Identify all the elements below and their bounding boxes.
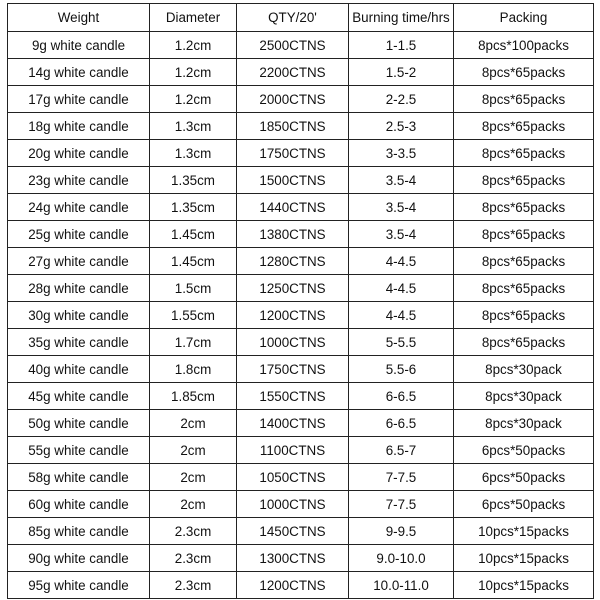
cell-qty: 1200CTNS bbox=[237, 572, 349, 599]
table-row bbox=[8, 437, 594, 464]
cell-packing: 8pcs*65packs bbox=[454, 113, 594, 140]
cell-burning-time: 5-5.5 bbox=[349, 329, 454, 356]
candle-spec-sheet bbox=[7, 3, 593, 597]
cell-weight: 30g white candle bbox=[8, 302, 150, 329]
table-row bbox=[8, 518, 594, 545]
table-row bbox=[8, 248, 594, 275]
table-row bbox=[8, 59, 594, 86]
cell-burning-time: 7-7.5 bbox=[349, 464, 454, 491]
cell-qty: 1400CTNS bbox=[237, 410, 349, 437]
cell-diameter: 2cm bbox=[150, 491, 237, 518]
cell-burning-time: 6.5-7 bbox=[349, 437, 454, 464]
table-row bbox=[8, 491, 594, 518]
cell-packing: 6pcs*50packs bbox=[454, 464, 594, 491]
cell-diameter: 2.3cm bbox=[150, 545, 237, 572]
cell-packing: 8pcs*65packs bbox=[454, 275, 594, 302]
cell-weight: 90g white candle bbox=[8, 545, 150, 572]
cell-burning-time: 3-3.5 bbox=[349, 140, 454, 167]
cell-diameter: 2cm bbox=[150, 464, 237, 491]
table-header bbox=[8, 4, 594, 32]
cell-burning-time: 4-4.5 bbox=[349, 302, 454, 329]
cell-qty: 1000CTNS bbox=[237, 329, 349, 356]
table-row bbox=[8, 329, 594, 356]
cell-diameter: 2.3cm bbox=[150, 572, 237, 599]
cell-diameter: 1.45cm bbox=[150, 248, 237, 275]
cell-packing: 8pcs*65packs bbox=[454, 302, 594, 329]
table-row bbox=[8, 221, 594, 248]
cell-diameter: 1.8cm bbox=[150, 356, 237, 383]
cell-burning-time: 4-4.5 bbox=[349, 248, 454, 275]
cell-burning-time: 9-9.5 bbox=[349, 518, 454, 545]
cell-packing: 8pcs*100packs bbox=[454, 32, 594, 59]
cell-packing: 8pcs*65packs bbox=[454, 248, 594, 275]
cell-qty: 1300CTNS bbox=[237, 545, 349, 572]
cell-weight: 55g white candle bbox=[8, 437, 150, 464]
cell-packing: 8pcs*65packs bbox=[454, 221, 594, 248]
cell-diameter: 1.3cm bbox=[150, 113, 237, 140]
cell-diameter: 1.35cm bbox=[150, 167, 237, 194]
cell-qty: 1500CTNS bbox=[237, 167, 349, 194]
cell-qty: 1850CTNS bbox=[237, 113, 349, 140]
cell-weight: 24g white candle bbox=[8, 194, 150, 221]
table-row bbox=[8, 194, 594, 221]
cell-burning-time: 6-6.5 bbox=[349, 383, 454, 410]
cell-qty: 1550CTNS bbox=[237, 383, 349, 410]
cell-packing: 10pcs*15packs bbox=[454, 545, 594, 572]
cell-weight: 85g white candle bbox=[8, 518, 150, 545]
header-diameter: Diameter bbox=[150, 4, 237, 32]
cell-packing: 8pcs*65packs bbox=[454, 194, 594, 221]
cell-burning-time: 10.0-11.0 bbox=[349, 572, 454, 599]
cell-weight: 28g white candle bbox=[8, 275, 150, 302]
cell-diameter: 1.5cm bbox=[150, 275, 237, 302]
cell-burning-time: 1-1.5 bbox=[349, 32, 454, 59]
cell-diameter: 1.85cm bbox=[150, 383, 237, 410]
cell-qty: 1380CTNS bbox=[237, 221, 349, 248]
cell-diameter: 1.3cm bbox=[150, 140, 237, 167]
cell-qty: 1050CTNS bbox=[237, 464, 349, 491]
cell-burning-time: 3.5-4 bbox=[349, 167, 454, 194]
candle-spec-table bbox=[7, 3, 594, 599]
table-row bbox=[8, 356, 594, 383]
cell-qty: 1750CTNS bbox=[237, 356, 349, 383]
cell-qty: 1280CTNS bbox=[237, 248, 349, 275]
table-body bbox=[8, 32, 594, 599]
table-row bbox=[8, 302, 594, 329]
cell-burning-time: 2-2.5 bbox=[349, 86, 454, 113]
cell-weight: 58g white candle bbox=[8, 464, 150, 491]
cell-qty: 1450CTNS bbox=[237, 518, 349, 545]
cell-diameter: 2cm bbox=[150, 437, 237, 464]
table-row bbox=[8, 572, 594, 599]
table-row bbox=[8, 545, 594, 572]
cell-qty: 1100CTNS bbox=[237, 437, 349, 464]
cell-weight: 14g white candle bbox=[8, 59, 150, 86]
cell-diameter: 1.2cm bbox=[150, 59, 237, 86]
table-row bbox=[8, 383, 594, 410]
table-row bbox=[8, 140, 594, 167]
cell-weight: 60g white candle bbox=[8, 491, 150, 518]
cell-packing: 8pcs*65packs bbox=[454, 329, 594, 356]
cell-qty: 1440CTNS bbox=[237, 194, 349, 221]
cell-weight: 25g white candle bbox=[8, 221, 150, 248]
cell-weight: 35g white candle bbox=[8, 329, 150, 356]
cell-qty: 2200CTNS bbox=[237, 59, 349, 86]
cell-packing: 6pcs*50packs bbox=[454, 437, 594, 464]
cell-diameter: 2.3cm bbox=[150, 518, 237, 545]
cell-weight: 20g white candle bbox=[8, 140, 150, 167]
cell-packing: 8pcs*30pack bbox=[454, 356, 594, 383]
cell-qty: 1000CTNS bbox=[237, 491, 349, 518]
cell-packing: 8pcs*65packs bbox=[454, 140, 594, 167]
table-row bbox=[8, 167, 594, 194]
cell-weight: 40g white candle bbox=[8, 356, 150, 383]
header-packing: Packing bbox=[454, 4, 594, 32]
cell-weight: 50g white candle bbox=[8, 410, 150, 437]
cell-weight: 18g white candle bbox=[8, 113, 150, 140]
table-row bbox=[8, 86, 594, 113]
cell-burning-time: 7-7.5 bbox=[349, 491, 454, 518]
cell-weight: 95g white candle bbox=[8, 572, 150, 599]
cell-burning-time: 4-4.5 bbox=[349, 275, 454, 302]
cell-burning-time: 6-6.5 bbox=[349, 410, 454, 437]
cell-diameter: 1.45cm bbox=[150, 221, 237, 248]
cell-qty: 1750CTNS bbox=[237, 140, 349, 167]
cell-packing: 8pcs*30pack bbox=[454, 410, 594, 437]
cell-packing: 8pcs*65packs bbox=[454, 86, 594, 113]
cell-weight: 45g white candle bbox=[8, 383, 150, 410]
table-row bbox=[8, 464, 594, 491]
table-row bbox=[8, 410, 594, 437]
cell-burning-time: 5.5-6 bbox=[349, 356, 454, 383]
cell-diameter: 2cm bbox=[150, 410, 237, 437]
cell-weight: 17g white candle bbox=[8, 86, 150, 113]
cell-packing: 10pcs*15packs bbox=[454, 518, 594, 545]
header-weight: Weight bbox=[8, 4, 150, 32]
cell-packing: 8pcs*65packs bbox=[454, 59, 594, 86]
cell-burning-time: 3.5-4 bbox=[349, 221, 454, 248]
cell-diameter: 1.35cm bbox=[150, 194, 237, 221]
cell-qty: 2500CTNS bbox=[237, 32, 349, 59]
cell-packing: 8pcs*30pack bbox=[454, 383, 594, 410]
cell-burning-time: 3.5-4 bbox=[349, 194, 454, 221]
cell-burning-time: 1.5-2 bbox=[349, 59, 454, 86]
cell-weight: 27g white candle bbox=[8, 248, 150, 275]
cell-diameter: 1.7cm bbox=[150, 329, 237, 356]
cell-diameter: 1.2cm bbox=[150, 32, 237, 59]
cell-diameter: 1.55cm bbox=[150, 302, 237, 329]
header-burning-time: Burning time/hrs bbox=[349, 4, 454, 32]
cell-weight: 9g white candle bbox=[8, 32, 150, 59]
cell-packing: 6pcs*50packs bbox=[454, 491, 594, 518]
cell-burning-time: 2.5-3 bbox=[349, 113, 454, 140]
cell-packing: 10pcs*15packs bbox=[454, 572, 594, 599]
cell-weight: 23g white candle bbox=[8, 167, 150, 194]
table-row bbox=[8, 275, 594, 302]
table-row bbox=[8, 113, 594, 140]
table-row bbox=[8, 32, 594, 59]
cell-packing: 8pcs*65packs bbox=[454, 167, 594, 194]
cell-qty: 2000CTNS bbox=[237, 86, 349, 113]
header-qty: QTY/20' bbox=[237, 4, 349, 32]
cell-qty: 1200CTNS bbox=[237, 302, 349, 329]
cell-burning-time: 9.0-10.0 bbox=[349, 545, 454, 572]
cell-diameter: 1.2cm bbox=[150, 86, 237, 113]
cell-qty: 1250CTNS bbox=[237, 275, 349, 302]
header-row bbox=[8, 4, 594, 32]
